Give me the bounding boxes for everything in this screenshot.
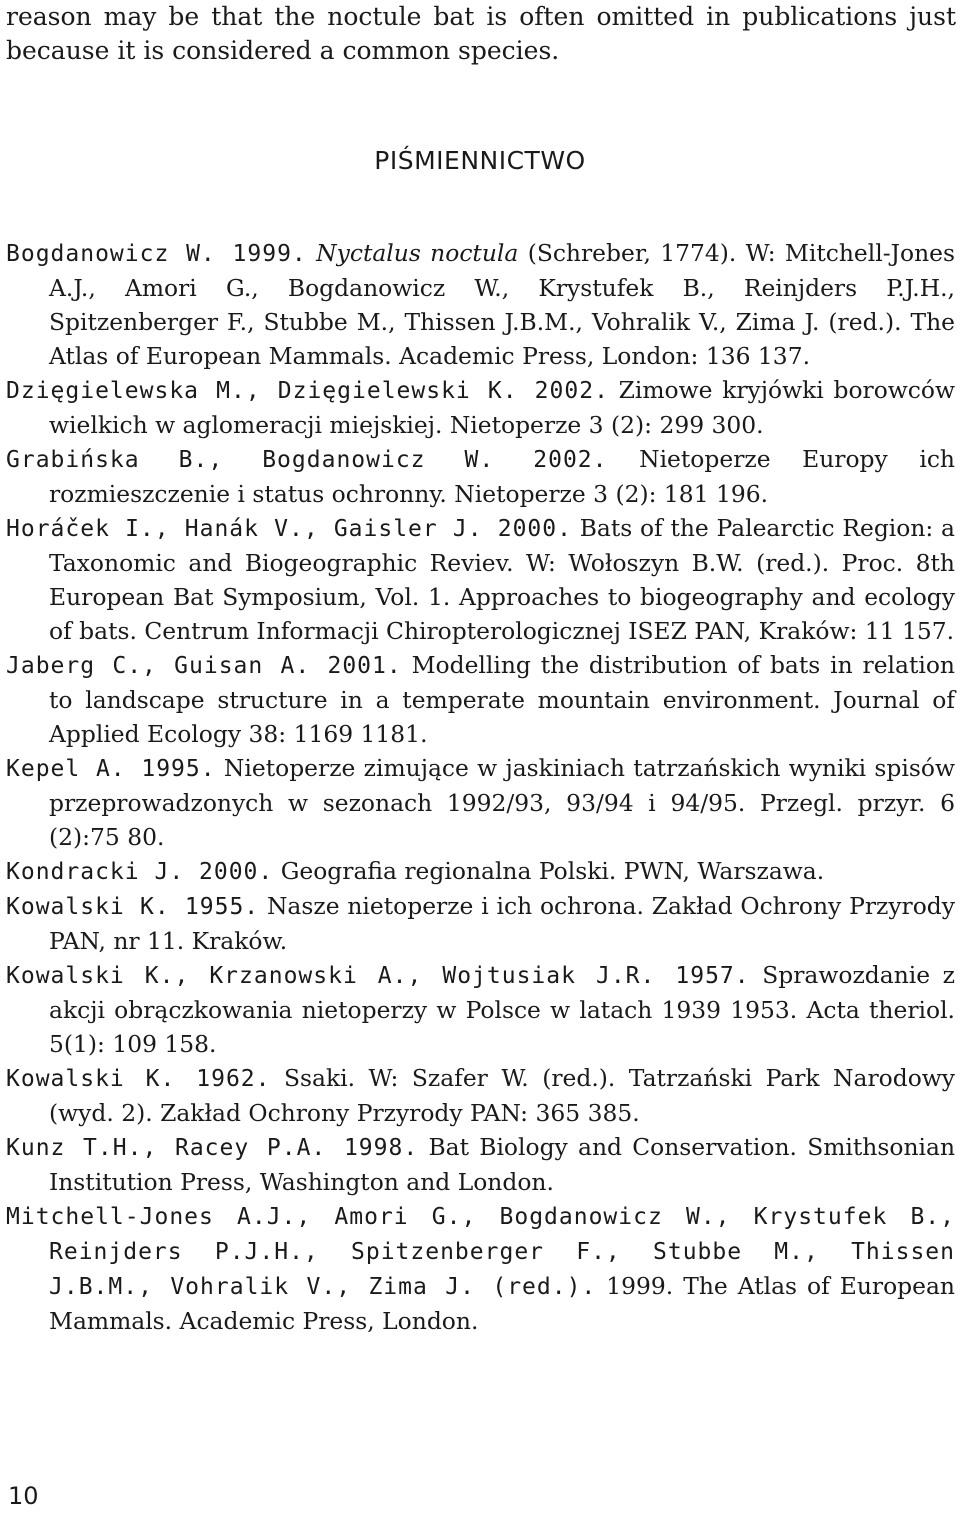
- reference-authors: Dzięgielewska M., Dzięgielewski K. 2002.: [6, 378, 609, 404]
- reference-text: Nasze nietoperze i ich ochrona. Zakład Ochrony Przyrody PAN, nr 11. Kraków.: [49, 892, 955, 955]
- reference-authors: Mitchell-Jones A.J., Amori G., Bogdanowicz W., Krystufek B., Reinjders P.J.H., Spitzenberger F., Stubbe M., Thissen J.B.M., Vohralik V., Zima J. (red.).: [6, 1204, 955, 1300]
- page-number: 10: [8, 1482, 39, 1510]
- reference-text: Bat Biology and Conservation. Smithsonian Institution Press, Washington and London.: [49, 1133, 956, 1196]
- reference-list: [6, 236, 955, 1338]
- reference-text: (Schreber, 1774). W: Mitchell-Jones A.J., Amori G., Bogdanowicz W., Krystufek B., Reinjders P.J.H., Spitzenberger F., Stubbe M., Thissen J.B.M., Vohralik V., Zima J. (red.). The Atlas of European Mammals. Academic Press, London: 136 137.: [49, 239, 956, 370]
- reference-authors: Kowalski K. 1955.: [6, 894, 260, 920]
- reference-authors: Bogdanowicz W. 1999.: [6, 241, 307, 267]
- reference-species-name: Nyctalus noctula: [316, 239, 519, 267]
- reference-entry: [6, 958, 955, 1061]
- reference-text: Modelling the distribution of bats in relation to landscape structure in a temperate mountain environment. Journal of Applied Ecology 38: 1169 1181.: [49, 651, 955, 748]
- reference-entry: [6, 1199, 955, 1338]
- reference-text: Geografia regionalna Polski. PWN, Warszawa.: [280, 857, 825, 885]
- reference-text: Ssaki. W: Szafer W. (red.). Tatrzański Park Narodowy (wyd. 2). Zakład Ochrony Przyrody PAN: 365 385.: [49, 1064, 956, 1127]
- reference-entry: [6, 236, 955, 373]
- reference-entry: [6, 442, 955, 511]
- reference-entry: [6, 889, 955, 958]
- reference-entry: [6, 1130, 955, 1199]
- reference-text: Nietoperze Europy ich rozmieszczenie i status ochronny. Nietoperze 3 (2): 181 196.: [49, 445, 955, 508]
- reference-text: Nietoperze zimujące w jaskiniach tatrzańskich wyniki spisów przeprowadzonych w sezonach 1992/93, 93/94 i 94/95. Przegl. przyr. 6 (2):75 80.: [49, 754, 955, 851]
- reference-entry: [6, 854, 955, 889]
- reference-text: Zimowe kryjówki borowców wielkich w aglomeracji miejskiej. Nietoperze 3 (2): 299 300.: [49, 376, 956, 439]
- reference-authors: Kowalski K., Krzanowski A., Wojtusiak J.R. 1957.: [6, 963, 750, 989]
- reference-entry: [6, 1061, 955, 1130]
- reference-text: Bats of the Palearctic Region: a Taxonomic and Biogeographic Reviev. W: Wołoszyn B.W. (red.). Proc. 8th European Bat Symposium, Vol. 1. Approaches to biogeography and ecology of bats. Centrum Informacji Chiropterologicznej ISEZ PAN, Kraków: 11 157.: [49, 514, 955, 645]
- reference-authors: Horáček I., Hanák V., Gaisler J. 2000.: [6, 516, 572, 542]
- reference-authors: Kondracki J. 2000.: [6, 859, 274, 885]
- reference-text: 1999. The Atlas of European Mammals. Academic Press, London.: [49, 1272, 955, 1335]
- reference-authors: Kunz T.H., Racey P.A. 1998.: [6, 1135, 419, 1161]
- reference-authors: Jaberg C., Guisan A. 2001.: [6, 653, 402, 679]
- reference-authors: Kowalski K. 1962.: [6, 1066, 271, 1092]
- reference-text: Sprawozdanie z akcji obrączkowania nietoperzy w Polsce w latach 1939 1953. Acta theriol. 5(1): 109 158.: [49, 961, 955, 1058]
- reference-entry: [6, 511, 955, 648]
- reference-entry: [6, 751, 955, 854]
- reference-authors: Grabińska B., Bogdanowicz W. 2002.: [6, 447, 608, 473]
- reference-authors: Kepel A. 1995.: [6, 756, 216, 782]
- reference-entry: [6, 648, 955, 751]
- intro-paragraph: reason may be that the noctule bat is often omitted in publications just because it is considered a common species.: [6, 2, 956, 65]
- references-heading: PIŚMIENNICTWO: [374, 146, 586, 175]
- reference-entry: [6, 373, 955, 442]
